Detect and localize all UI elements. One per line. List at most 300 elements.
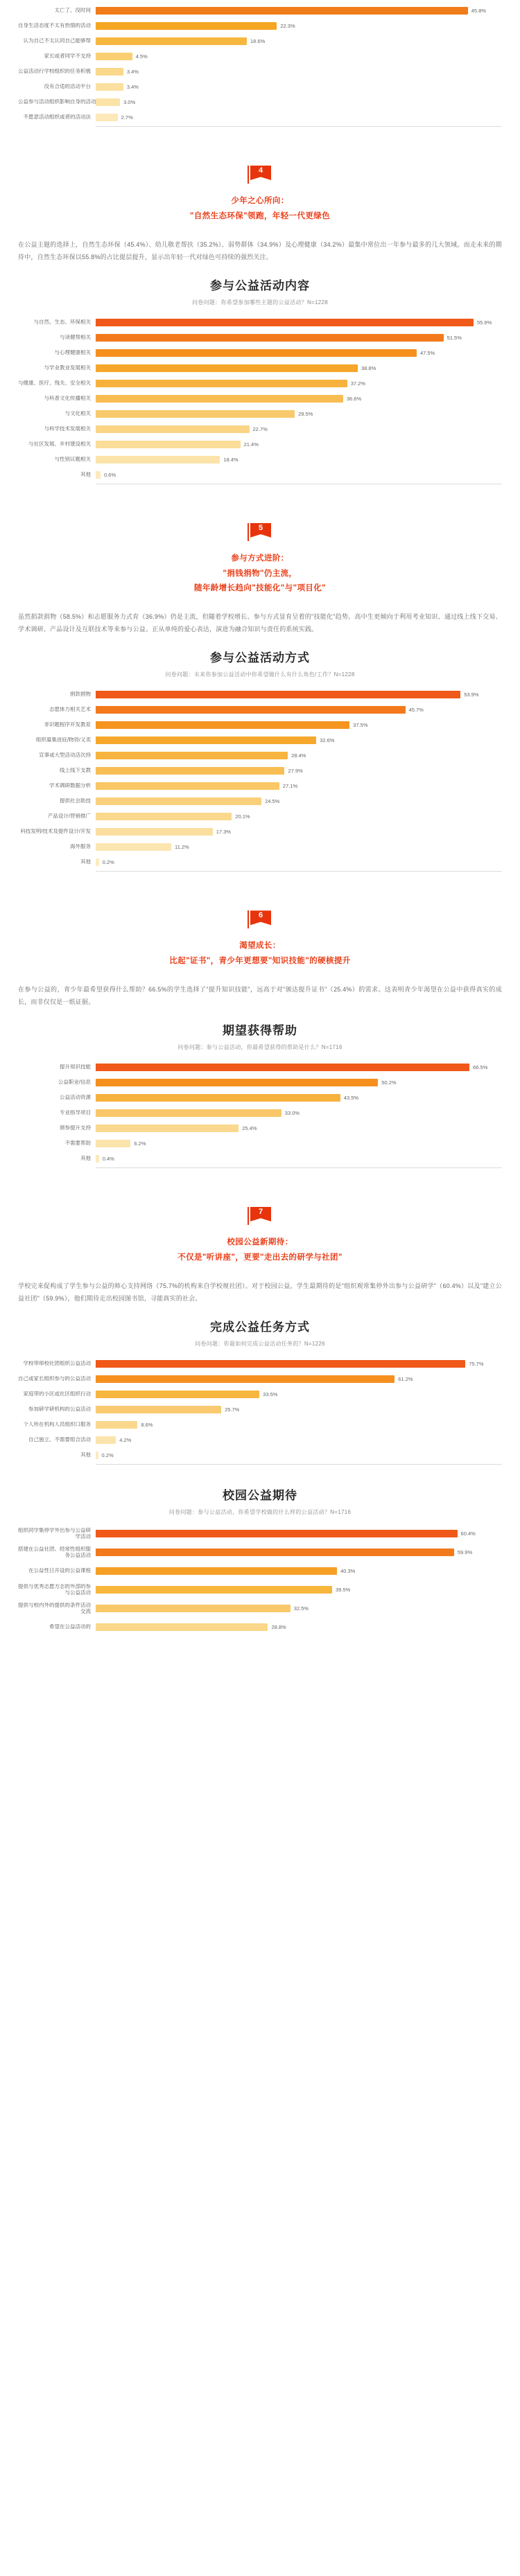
bar-label: 在公益性日开设的公益课程 xyxy=(28,1568,91,1574)
bar-chart-4 xyxy=(18,1061,502,1168)
bar-track xyxy=(96,840,502,854)
bar-row xyxy=(18,1526,502,1542)
bar-row xyxy=(18,1449,502,1462)
bar-track xyxy=(96,703,502,716)
bar-value: 11.2% xyxy=(174,844,189,851)
bar-fill xyxy=(96,858,99,866)
bar-track xyxy=(96,1061,502,1074)
paragraph-6: 在参与公益的，青少年最希望获得什么帮助？66.5%的学生选择了"提升知识技能"，远高于对"颁达提升证书"（25.4%）的需求。这表明青少年渴望在公益中获得真实的成长，而非仅仅是一纸证据。 xyxy=(18,985,502,1005)
bar-row xyxy=(18,111,502,124)
chart-subtitle: 问卷问题：你希望参加哪些主题的公益活动？N=1228 xyxy=(191,299,329,306)
callout-line: "捐钱捐物"仍主流， xyxy=(223,569,297,578)
callout-line: "自然生态环保"领跑，年轻一代更绿色 xyxy=(189,211,331,220)
bar-value: 39.5% xyxy=(336,1587,351,1594)
bar-track xyxy=(96,346,502,360)
chart-subtitle: 问卷问题：你最如何完成公益活动任务的？N=1226 xyxy=(195,1340,325,1347)
bar-value: 66.5% xyxy=(473,1064,488,1070)
chart-subtitle: 问卷问题：参与公益活动，你最希望获得的帮助是什么？N=1716 xyxy=(177,1043,343,1050)
bar-fill xyxy=(96,1421,137,1429)
bar-track xyxy=(96,1563,502,1580)
chart-block-2 xyxy=(0,276,520,484)
bar-row xyxy=(18,1122,502,1135)
bar-row xyxy=(18,749,502,762)
bar-label: 宣事或大型活动活次持 xyxy=(39,752,91,759)
bar-value: 0.2% xyxy=(101,1452,114,1458)
callout-7 xyxy=(0,1189,520,1273)
bar-value: 4.2% xyxy=(119,1436,132,1443)
bar-fill xyxy=(96,1064,469,1071)
bar-fill xyxy=(96,1549,454,1556)
bar-value: 33.5% xyxy=(263,1391,278,1397)
bar-chart-3 xyxy=(18,688,502,872)
bar-label: 与读健帮相关 xyxy=(60,334,91,340)
bar-row xyxy=(18,50,502,63)
bar-value: 45.7% xyxy=(408,707,424,714)
bar-row xyxy=(18,688,502,701)
bar-track xyxy=(96,1449,502,1462)
chart-title: 参与公益活动方式 xyxy=(210,651,310,665)
bar-row xyxy=(18,1418,502,1431)
bar-label: 非识题程序开发教育 xyxy=(44,722,91,728)
bar-label: 没有合适的活动平台 xyxy=(44,84,91,90)
chart-block-1 xyxy=(0,0,520,127)
bar-row xyxy=(18,1106,502,1120)
bar-value: 53.9% xyxy=(464,691,479,698)
bar-track xyxy=(96,423,502,436)
bar-row xyxy=(18,4,502,17)
bar-row xyxy=(18,392,502,405)
bar-row xyxy=(18,331,502,344)
chart-subtitle: 问卷问题：参与公益活动，你希望学校做的什么样的公益活动？N=1716 xyxy=(168,1508,352,1515)
bar-value: 27.9% xyxy=(288,768,303,775)
chart-title: 完成公益任务方式 xyxy=(210,1320,310,1334)
paragraph-7: 学校完来促构成了学生参与公益的师心支持网络（75.7%的机构来自学校规社团）。对于校园公益，学生最期待的是"组织观常集停外出参与公益研学"（60.4%）以及"建立公益社团"（59.9%），他们期待走出校园图书馆，寻能真实的社会。 xyxy=(18,1282,502,1302)
bar-row xyxy=(18,1433,502,1447)
bar-label: 与科学技术发展相关 xyxy=(44,425,91,432)
bar-label: 线上线下支教 xyxy=(60,768,91,774)
bar-fill xyxy=(96,721,349,729)
bar-label: 志愿体力相关艺术 xyxy=(49,707,91,713)
bar-fill xyxy=(96,736,316,744)
bar-track xyxy=(96,749,502,762)
chart-block-4 xyxy=(0,1021,520,1168)
bar-value: 61.2% xyxy=(398,1375,413,1382)
bar-label: 家庭带的小区或社区组织行动 xyxy=(23,1391,91,1397)
bar-track xyxy=(96,1076,502,1089)
bar-row xyxy=(18,453,502,466)
bar-row xyxy=(18,35,502,48)
bar-fill xyxy=(96,471,101,479)
chart-title: 期望获得帮助 xyxy=(223,1023,297,1037)
bar-value: 75.7% xyxy=(469,1360,484,1367)
bar-value: 28.4% xyxy=(291,752,306,759)
bar-row xyxy=(18,1152,502,1165)
bar-track xyxy=(96,1091,502,1104)
bar-fill xyxy=(96,1586,332,1594)
bar-label: 公益职业/信息 xyxy=(58,1079,91,1086)
bar-row xyxy=(18,1076,502,1089)
bar-track xyxy=(96,1152,502,1165)
bar-track xyxy=(96,19,502,33)
bar-value: 32.6% xyxy=(320,737,335,744)
bar-value: 27.1% xyxy=(282,783,298,790)
bar-track xyxy=(96,1357,502,1370)
chart-subtitle: 问卷问题：未来你参加公益活动中你希望做什么有什么角色/工作？N=1228 xyxy=(165,671,355,678)
bar-label: 海外服务 xyxy=(70,844,91,850)
chart-title: 校园公益期待 xyxy=(223,1488,297,1502)
bar-value: 51.5% xyxy=(447,334,462,341)
bar-track xyxy=(96,1388,502,1401)
bar-track xyxy=(96,453,502,466)
bar-label: 公益参与活动组织影响自身的活动 xyxy=(18,99,96,105)
flag-icon xyxy=(246,523,274,541)
bar-label: 与健康、医疗、残关、安全相关 xyxy=(18,380,91,386)
bar-row xyxy=(18,1388,502,1401)
bar-label: 捐款捐物 xyxy=(70,691,91,698)
bar-value: 3.4% xyxy=(126,84,139,90)
bar-label: 科技发明/技术及提件设计/开发 xyxy=(20,829,91,835)
bar-value: 37.5% xyxy=(353,722,368,729)
bar-track xyxy=(96,810,502,823)
bar-fill xyxy=(96,1436,116,1444)
callout-line: 少年之心所向： xyxy=(231,197,289,205)
flag-icon xyxy=(246,166,274,184)
bar-label: 参加研学研机构的公益活动 xyxy=(28,1406,91,1412)
bar-track xyxy=(96,795,502,808)
bar-label: 希望在公益活动的 xyxy=(49,1624,91,1630)
bar-label: 公益活动资源 xyxy=(60,1095,91,1101)
bar-fill xyxy=(96,1375,395,1383)
bar-value: 0.2% xyxy=(102,859,114,866)
bar-fill xyxy=(96,1155,99,1163)
bar-fill xyxy=(96,364,358,372)
bar-track xyxy=(96,856,502,869)
bar-track xyxy=(96,35,502,48)
paragraph-5: 虽然捐款捐物（58.5%）和志愿服务力式育（36.9%）仍是主流，但随着学校增长、参与方式显育呈着的"技能化"趋势。高中生更倾向于利用考业知识、通过线上线下交易、学术调研、产品设计及互联技术等来参与公益。正从单纯的爱心表达，演进为融合知识与责任的系统实践。 xyxy=(18,613,502,633)
bar-label: 与文化相关 xyxy=(64,410,91,416)
bar-track xyxy=(96,825,502,838)
bar-track xyxy=(96,4,502,17)
bar-track xyxy=(96,50,502,63)
bar-label: 自己或家长组织参与的公益活动 xyxy=(18,1375,91,1382)
bar-value: 28.8% xyxy=(271,1624,286,1631)
bar-value: 4.5% xyxy=(135,53,148,60)
bar-label: 搭建在公益社团、经常性组织服务公益活动 xyxy=(18,1546,91,1558)
bar-row xyxy=(18,1582,502,1598)
bar-row xyxy=(18,856,502,869)
bar-fill xyxy=(96,22,277,30)
bar-row xyxy=(18,80,502,94)
bar-chart-1 xyxy=(18,4,502,127)
bar-label: 组织同学集停学外出参与公益研学活动 xyxy=(18,1527,91,1540)
bar-track xyxy=(96,1544,502,1561)
bar-label: 提供与优秀志愿方志的外部的参与公益活动 xyxy=(18,1583,91,1596)
bar-value: 20.1% xyxy=(235,813,250,820)
bar-fill xyxy=(96,83,123,91)
bar-track xyxy=(96,1373,502,1386)
bar-label: 提供社会助技 xyxy=(60,798,91,804)
bar-value: 6.2% xyxy=(134,1140,146,1147)
bar-value: 22.7% xyxy=(252,425,268,432)
bar-track xyxy=(96,96,502,109)
bar-track xyxy=(96,1122,502,1135)
flag-number: 4 xyxy=(258,166,263,175)
bar-fill xyxy=(96,1605,291,1612)
bar-fill xyxy=(96,37,247,45)
bar-label: 提供与校内外的提供的条件活动交流 xyxy=(18,1602,91,1614)
bar-label: 其他 xyxy=(80,471,91,477)
bar-track xyxy=(96,80,502,94)
bar-fill xyxy=(96,1567,337,1575)
bar-track xyxy=(96,764,502,777)
flag-number: 7 xyxy=(258,1207,263,1216)
bar-label: 太亡了，没时间 xyxy=(54,8,91,14)
bar-chart-2 xyxy=(18,316,502,484)
bar-fill xyxy=(96,7,468,15)
bar-value: 0.4% xyxy=(102,1155,114,1162)
bar-label: 专业指导项目 xyxy=(60,1110,91,1116)
bar-track xyxy=(96,1600,502,1617)
bar-track xyxy=(96,1619,502,1636)
bar-label: 颁参提升支持 xyxy=(60,1125,91,1131)
bar-value: 38.8% xyxy=(361,364,376,371)
bar-value: 32.5% xyxy=(293,1605,309,1612)
bar-label: 学校带师校社团组织公益活动 xyxy=(23,1360,91,1366)
bar-fill xyxy=(96,395,343,403)
flag-icon xyxy=(246,910,274,928)
chart-title: 参与公益活动内容 xyxy=(210,279,310,292)
bar-track xyxy=(96,779,502,793)
bar-label: 不需要帮助 xyxy=(64,1140,91,1147)
callout-4 xyxy=(0,148,520,231)
flag-number: 5 xyxy=(258,523,263,532)
callout-line: 渴望成长： xyxy=(239,942,281,951)
callout-line: 比起"证书"，青少年更想要"知识技能"的硬核提升 xyxy=(169,957,351,966)
bar-value: 17.3% xyxy=(216,829,232,836)
bar-value: 29.5% xyxy=(298,410,313,417)
bar-track xyxy=(96,1106,502,1120)
bar-label: 产品设计/营销推广 xyxy=(47,813,91,820)
bar-row xyxy=(18,1403,502,1416)
bar-track xyxy=(96,1418,502,1431)
bar-track xyxy=(96,331,502,344)
bar-fill xyxy=(96,1452,98,1459)
bar-fill xyxy=(96,767,284,775)
bar-value: 2.7% xyxy=(121,114,133,121)
bar-label: 学术调研数据分析 xyxy=(49,783,91,789)
bar-fill xyxy=(96,1391,259,1398)
chart-block-5 xyxy=(0,1317,520,1465)
bar-fill xyxy=(96,1094,340,1102)
bar-track xyxy=(96,362,502,375)
paragraph-4: 在公益主题的选择上，自然生态环保（45.4%）、幼儿敬老帮扶（35.2%）、弱势群体（34.9%）及心理健康（34.2%）最集中常位出一年参与最多的几大领域。而走未来的期待中，自然生态环保以55.8%的占比提层提升，显示出年轻一代对绿色可持续的强烈关注。 xyxy=(18,240,502,261)
bar-fill xyxy=(96,752,288,759)
bar-track xyxy=(96,468,502,482)
bar-fill xyxy=(96,380,347,387)
bar-fill xyxy=(96,334,444,342)
flag-icon xyxy=(246,1207,274,1225)
bar-fill xyxy=(96,410,295,418)
bar-value: 24.5% xyxy=(265,798,280,805)
flag-number: 6 xyxy=(258,911,263,920)
bar-label: 其他 xyxy=(80,1156,91,1162)
bar-label: 认为自己不太认同自己能够帮 xyxy=(23,38,91,44)
bar-value: 0.6% xyxy=(104,471,116,478)
bar-value: 33.0% xyxy=(284,1109,300,1116)
bar-row xyxy=(18,438,502,451)
chart-block-3 xyxy=(0,648,520,872)
bar-label: 自己独立、不需要组合活动 xyxy=(28,1436,91,1443)
bar-value: 18.4% xyxy=(223,456,239,463)
bar-row xyxy=(18,840,502,854)
bar-fill xyxy=(96,843,171,851)
bar-row xyxy=(18,703,502,716)
bar-label: 与性别议题相关 xyxy=(54,456,91,462)
bar-track xyxy=(96,1433,502,1447)
bar-value: 45.8% xyxy=(471,8,487,14)
bar-label: 与心理健康相关 xyxy=(54,349,91,355)
bar-row xyxy=(18,1544,502,1561)
bar-value: 47.5% xyxy=(419,349,435,356)
bar-fill xyxy=(96,1124,239,1132)
bar-fill xyxy=(96,706,406,714)
bar-fill xyxy=(96,1109,281,1117)
bar-label: 个人所在机构人员组织口服务 xyxy=(23,1421,91,1427)
bar-fill xyxy=(96,98,120,106)
bar-fill xyxy=(96,53,132,60)
bar-value: 22.3% xyxy=(280,23,295,29)
bar-row xyxy=(18,1137,502,1150)
bar-row xyxy=(18,825,502,838)
callout-line: 不仅是"听讲座"，更要"走出去的研学与社团" xyxy=(177,1253,343,1262)
bar-chart-5 xyxy=(18,1357,502,1465)
callout-5 xyxy=(0,505,520,604)
bar-fill xyxy=(96,691,460,698)
bar-row xyxy=(18,779,502,793)
bar-value: 18.6% xyxy=(250,38,266,44)
callout-line: 参与方式进阶： xyxy=(231,554,289,563)
bar-row xyxy=(18,362,502,375)
bar-fill xyxy=(96,1079,378,1086)
bar-label: 组织募集进庇/物资/义卖 xyxy=(35,737,91,743)
bar-track xyxy=(96,1582,502,1598)
bar-value: 25.4% xyxy=(242,1124,257,1131)
bar-track xyxy=(96,407,502,421)
bar-row xyxy=(18,734,502,747)
bar-fill xyxy=(96,114,118,121)
callout-line: 校园公益新期待： xyxy=(227,1237,293,1246)
bar-row xyxy=(18,423,502,436)
bar-label: 公益活动行学校组织的任务积极 xyxy=(18,69,91,75)
bar-track xyxy=(96,438,502,451)
bar-row xyxy=(18,19,502,33)
bar-track xyxy=(96,1137,502,1150)
bar-row xyxy=(18,65,502,78)
bar-value: 40.3% xyxy=(340,1568,356,1575)
bar-row xyxy=(18,1061,502,1074)
bar-label: 提升知识技能 xyxy=(60,1064,91,1070)
bar-value: 3.4% xyxy=(126,69,139,75)
bar-value: 60.4% xyxy=(460,1530,476,1537)
bar-row xyxy=(18,96,502,109)
bar-track xyxy=(96,392,502,405)
bar-track xyxy=(96,111,502,124)
bar-track xyxy=(96,65,502,78)
bar-fill xyxy=(96,1530,458,1537)
bar-row xyxy=(18,1091,502,1104)
bar-row xyxy=(18,316,502,329)
bar-track xyxy=(96,1526,502,1542)
bar-label: 其他 xyxy=(80,859,91,865)
bar-label: 不愿意活动组织或者的活动法 xyxy=(23,114,91,121)
bar-fill xyxy=(96,1406,221,1413)
bar-label: 自身生活态度不太有热情的活动 xyxy=(18,23,91,29)
bar-fill xyxy=(96,1623,268,1631)
bar-value: 3.0% xyxy=(123,99,136,105)
bar-fill xyxy=(96,456,220,464)
bar-track xyxy=(96,1403,502,1416)
bar-label: 与科普文化传播相关 xyxy=(44,395,91,401)
bar-row xyxy=(18,764,502,777)
chart-block-6 xyxy=(0,1485,520,1636)
bar-track xyxy=(96,377,502,390)
bar-row xyxy=(18,795,502,808)
bar-row xyxy=(18,718,502,732)
bar-value: 25.7% xyxy=(225,1406,240,1413)
bar-label: 其他 xyxy=(80,1452,91,1458)
bar-fill xyxy=(96,1360,465,1368)
bar-track xyxy=(96,688,502,701)
bar-chart-6 xyxy=(18,1526,502,1636)
bar-row xyxy=(18,1619,502,1636)
bar-row xyxy=(18,1563,502,1580)
callout-line: 随年龄增长趋向"技能化"与"项目化" xyxy=(193,584,326,593)
bar-row xyxy=(18,468,502,482)
bar-fill xyxy=(96,441,241,448)
bar-value: 36.6% xyxy=(346,395,362,402)
bar-row xyxy=(18,346,502,360)
bar-label: 与自然、生态、环保相关 xyxy=(33,319,91,325)
bar-fill xyxy=(96,797,261,805)
bar-fill xyxy=(96,1140,130,1147)
bar-track xyxy=(96,718,502,732)
bar-fill xyxy=(96,68,123,76)
bar-label: 家长或者同学不支持 xyxy=(44,53,91,60)
bar-value: 37.2% xyxy=(350,380,365,387)
bar-value: 21.4% xyxy=(243,441,259,448)
bar-row xyxy=(18,1600,502,1617)
callout-6 xyxy=(0,892,520,976)
bar-fill xyxy=(96,782,279,790)
bar-fill xyxy=(96,828,213,836)
bar-track xyxy=(96,734,502,747)
bar-value: 43.5% xyxy=(343,1094,359,1101)
bar-fill xyxy=(96,813,232,820)
bar-fill xyxy=(96,319,474,326)
bar-fill xyxy=(96,425,250,433)
bar-row xyxy=(18,810,502,823)
bar-value: 55.9% xyxy=(476,319,492,326)
bar-label: 与社区发展、乡村建设相关 xyxy=(28,441,91,447)
bar-track xyxy=(96,316,502,329)
bar-value: 50.2% xyxy=(381,1079,397,1086)
bar-row xyxy=(18,1357,502,1370)
bar-row xyxy=(18,407,502,421)
bar-label: 与学业教业发展相关 xyxy=(44,364,91,371)
bar-fill xyxy=(96,349,417,357)
bar-row xyxy=(18,377,502,390)
bar-row xyxy=(18,1373,502,1386)
